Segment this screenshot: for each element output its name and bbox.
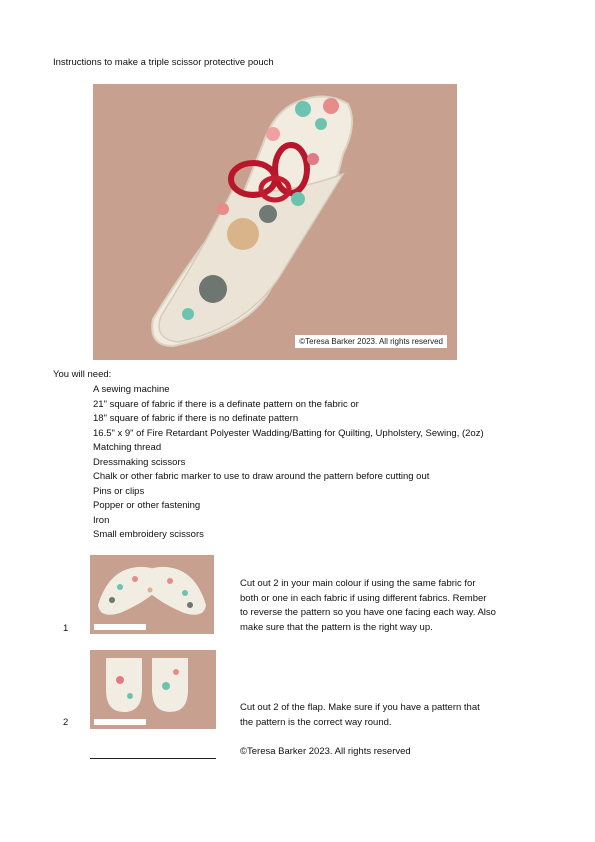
cut-pieces-illustration xyxy=(90,555,214,634)
step-text-line: Cut out 2 of the flap. Make sure if you have a pattern that xyxy=(240,702,480,713)
list-item: Popper or other fastening xyxy=(93,500,201,511)
pouch-photo xyxy=(93,84,457,360)
step-number: 1 xyxy=(63,623,69,634)
step-number: 2 xyxy=(63,717,69,728)
step-1-photo xyxy=(90,555,214,634)
photo-copyright-caption: ©Teresa Barker 2023. All rights reserved xyxy=(295,335,447,348)
list-item: A sewing machine xyxy=(93,384,170,395)
list-item: Matching thread xyxy=(93,442,162,453)
list-item: 21" square of fabric if there is a definate pattern on the fabric or xyxy=(93,398,359,410)
list-item: Pins or clips xyxy=(93,485,145,497)
step-text-line: to reverse the pattern so you have one facing each way. Also xyxy=(240,607,496,618)
list-item: Chalk or other fabric marker to use to draw around the pattern before cutting out xyxy=(93,471,430,482)
step-text-line: the pattern is the correct way round. xyxy=(240,716,392,728)
step-text-line: Cut out 2 in your main colour if using the same fabric for xyxy=(240,578,476,589)
thumb-caption xyxy=(94,624,146,630)
document-title: Instructions to make a triple scissor protective pouch xyxy=(53,57,274,68)
step-text-line: both or one in each fabric if using different fabrics. Rember xyxy=(240,592,487,604)
step-text-line: make sure that the pattern is the right way up. xyxy=(240,621,433,633)
step-1-description xyxy=(240,577,496,635)
step-2-description xyxy=(240,701,480,730)
thumb-caption xyxy=(94,719,146,725)
list-item: Dressmaking scissors xyxy=(93,456,186,468)
list-item: 18" square of fabric if there is no definate pattern xyxy=(93,413,299,424)
you-will-need-heading: You will need: xyxy=(53,369,112,380)
materials-list xyxy=(93,383,484,543)
divider-line xyxy=(90,758,216,759)
list-item: Small embroidery scissors xyxy=(93,529,204,540)
step-2-photo xyxy=(90,650,216,729)
flap-pieces-illustration xyxy=(90,650,216,729)
list-item: 16.5" x 9" of Fire Retardant Polyester Wadding/Batting for Quilting, Upholstery, Sewing, (2oz) xyxy=(93,427,484,439)
pouch-illustration xyxy=(93,84,457,360)
list-item: Iron xyxy=(93,514,110,526)
footer-copyright: ©Teresa Barker 2023. All rights reserved xyxy=(240,746,411,757)
